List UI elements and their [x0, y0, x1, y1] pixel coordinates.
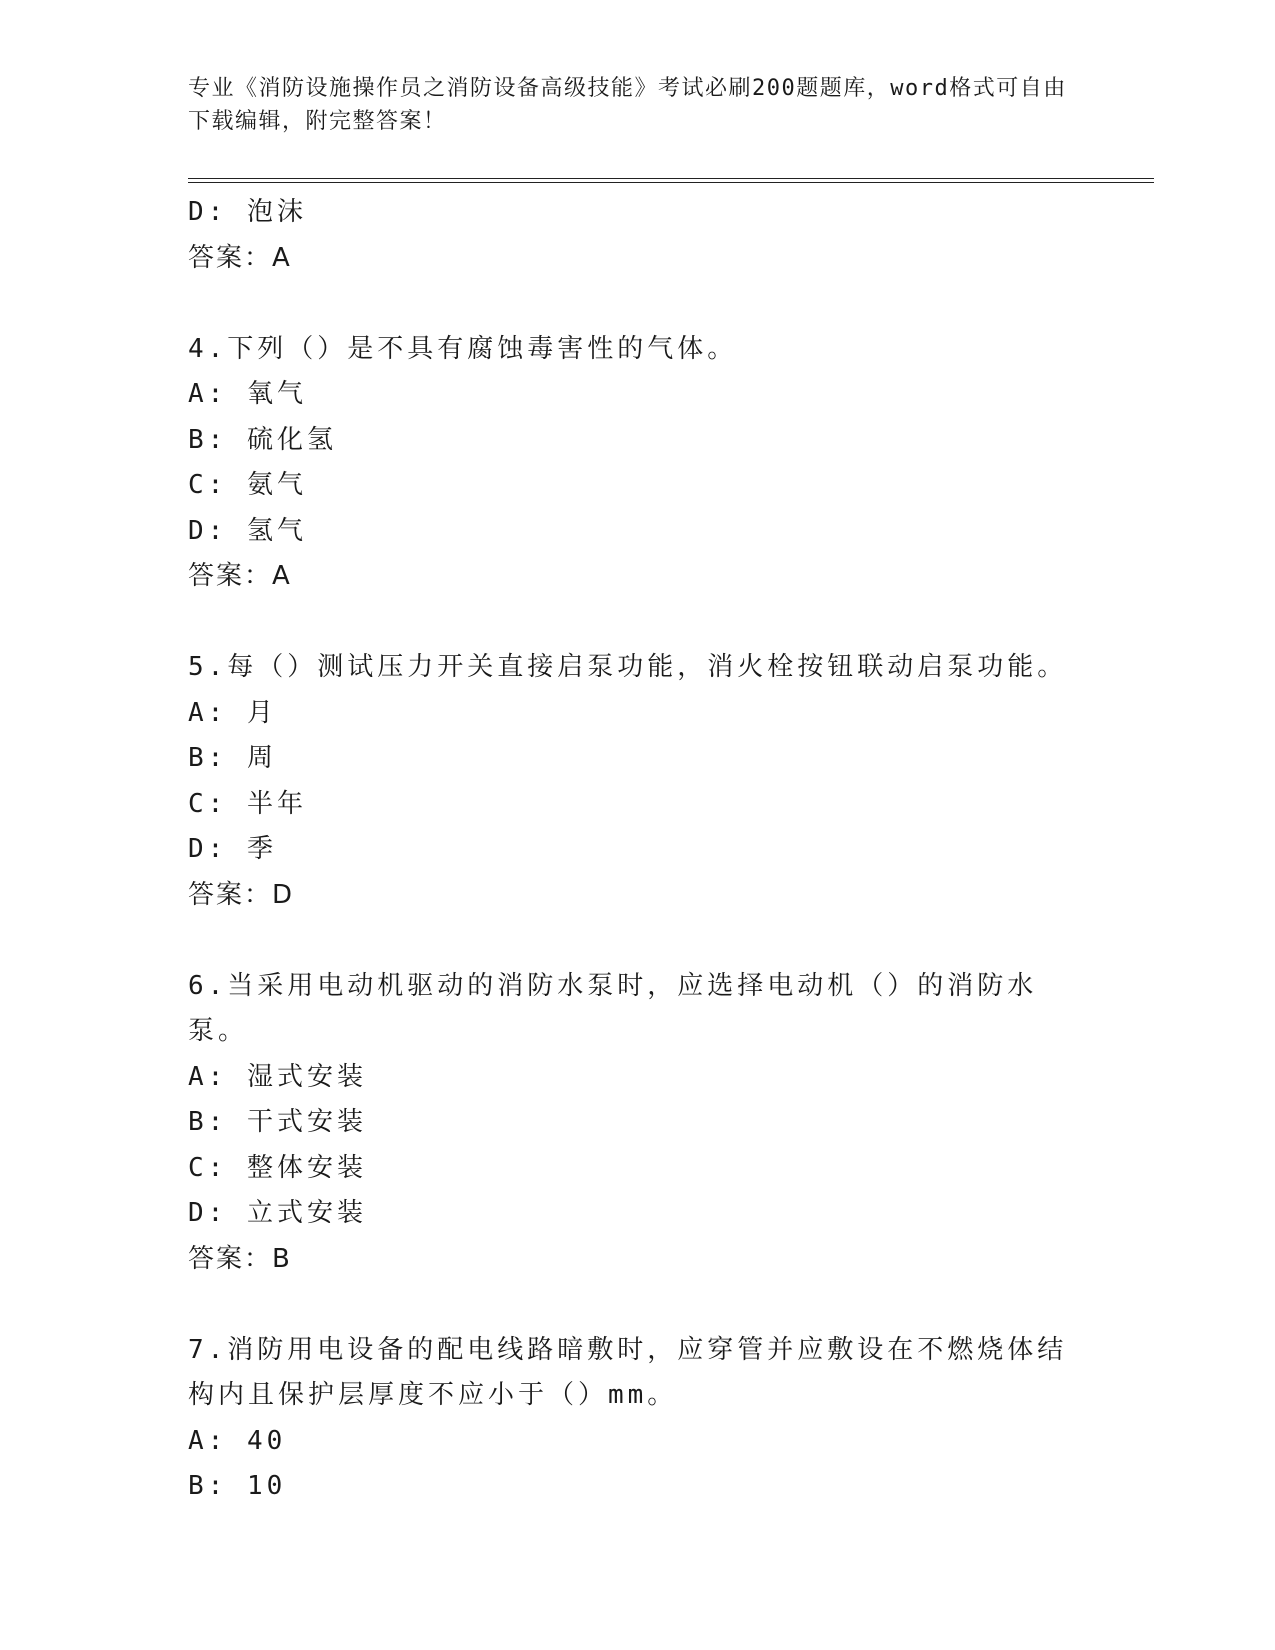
option-c: C: 整体安装 [188, 1152, 367, 1183]
header-divider [188, 178, 1154, 183]
option-b: B: 硫化氢 [188, 424, 337, 455]
question-stem: 6.当采用电动机驱动的消防水泵时，应选择电动机（）的消防水泵。 [188, 970, 1038, 1046]
spacer [188, 918, 1088, 964]
question-stem: 4.下列（）是不具有腐蚀毒害性的气体。 [188, 333, 738, 364]
answer-line: 答案：A [188, 242, 292, 273]
page-header: 专业《消防设施操作员之消防设备高级技能》考试必刷200题题库，word格式可自由下载编辑，附完整答案！ [188, 76, 1067, 134]
answer-line: 答案：B [188, 1243, 292, 1274]
option-a: A: 月 [188, 697, 277, 728]
option-c: C: 半年 [188, 788, 307, 819]
option-d: D: 氢气 [188, 515, 307, 546]
question-stem: 7.消防用电设备的配电线路暗敷时，应穿管并应敷设在不燃烧体结构内且保护层厚度不应小于（）mm。 [188, 1334, 1068, 1410]
option-d: D: 泡沫 [188, 197, 307, 227]
option-a: A: 湿式安装 [188, 1061, 367, 1092]
option-c: C: 氨气 [188, 470, 307, 500]
answer-line: 答案：D [188, 879, 295, 910]
option-b: B: 干式安装 [188, 1107, 367, 1137]
spacer [188, 1282, 1088, 1328]
option-a: A: 40 [188, 1425, 287, 1456]
answer-line: 答案：A [188, 561, 292, 591]
option-d: D: 季 [188, 834, 277, 864]
option-d: D: 立式安装 [188, 1198, 367, 1228]
spacer [188, 281, 1088, 327]
question-stem: 5.每（）测试压力开关直接启泵功能，消火栓按钮联动启泵功能。 [188, 652, 1068, 682]
option-b: B: 10 [188, 1471, 287, 1501]
spacer [188, 600, 1088, 646]
question-list [188, 190, 1088, 1510]
option-a: A: 氧气 [188, 379, 307, 409]
option-b: B: 周 [188, 743, 277, 773]
